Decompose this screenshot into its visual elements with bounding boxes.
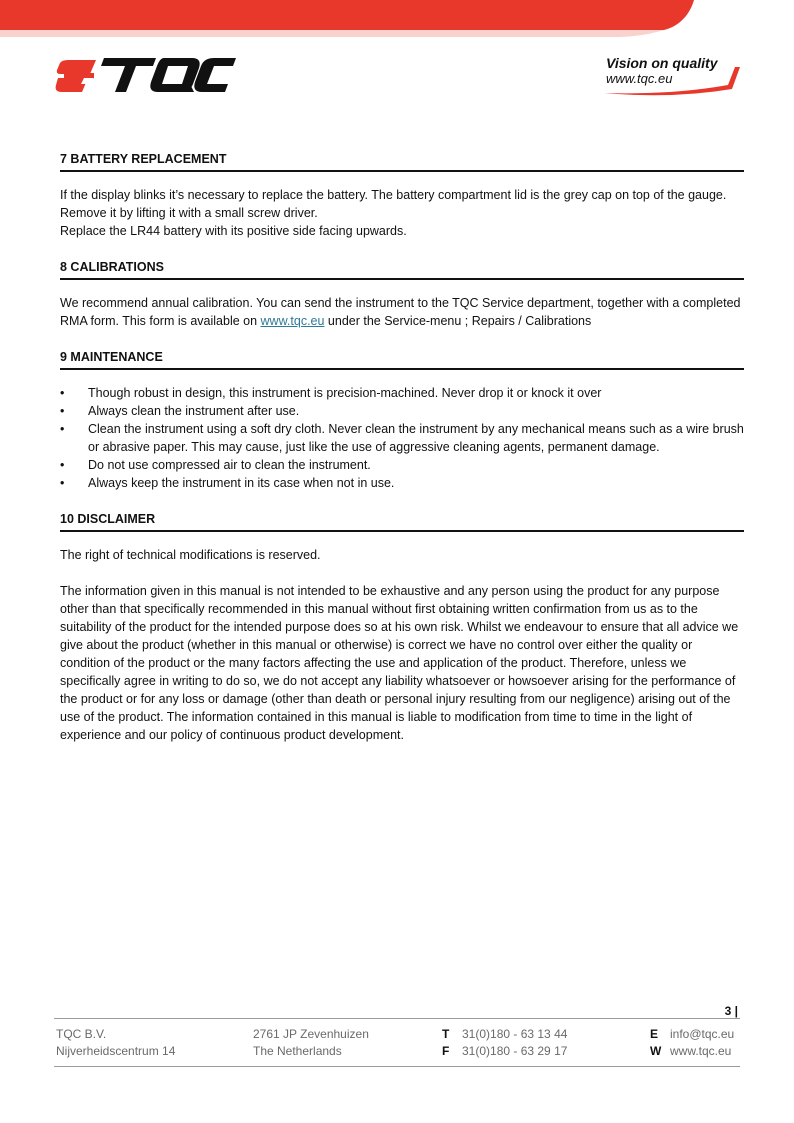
footer-phone-label: T [442,1027,450,1041]
paragraph: Replace the LR44 battery with its positive side facing upwards. [60,224,407,238]
section-calibrations [60,258,744,330]
tqc-logo [54,54,236,96]
section-heading: 7 BATTERY REPLACEMENT [60,150,744,172]
footer-contact-block [650,1026,734,1060]
footer-postcode-city: 2761 JP Zevenhuizen [253,1027,369,1041]
paragraph: The right of technical modifications is reserved. [60,548,321,562]
section-disclaimer [60,510,744,744]
page-number: 3 | [724,1004,738,1018]
tqc-website-link[interactable]: www.tqc.eu [260,314,325,328]
section-heading: 10 DISCLAIMER [60,510,744,532]
slogan-website: www.tqc.eu [606,71,673,86]
footer-divider [54,1018,740,1019]
footer-email[interactable]: info@tqc.eu [670,1027,735,1041]
footer-fax: 31(0)180 - 63 29 17 [462,1044,568,1058]
footer [54,1026,740,1062]
footer-company: TQC B.V. [56,1027,107,1041]
slogan-title: Vision on quality [606,55,718,71]
section-heading: 8 CALIBRATIONS [60,258,744,280]
footer-address-block [253,1026,369,1060]
footer-company-block [56,1026,175,1060]
paragraph-text: We recommend annual calibration. You can send the instrument to the TQC Service department, together with a completed RMA form. This form is available on [60,296,741,328]
section-battery-replacement [60,150,744,240]
footer-fax-label: F [442,1044,450,1058]
footer-web-label: W [650,1044,662,1058]
section-maintenance [60,348,744,492]
footer-country: The Netherlands [253,1044,342,1058]
paragraph: If the display blinks it’s necessary to replace the battery. The battery compartment lid is the grey cap on top of the gauge. Remove it by lifting it with a small screw driver. [60,188,727,220]
list-item: • Always keep the instrument in its case when not in use. [60,474,744,492]
tqc-logo-mark-icon [54,54,236,96]
footer-web[interactable]: www.tqc.eu [670,1044,732,1058]
paragraph: The information given in this manual is not intended to be exhaustive and any person using the product for any purpose other than that specifically recommended in this manual without first obtaining written confirmation from us as to the suitability of the product for the intended purpose does so at his own risk. Whilst we endeavour to ensure that all advice we give about the product (whether in this manual or otherwise) is correct we have no control over either the quality or condition of the product or the many factors affecting the use and application of the product. Therefore, unless we specifically agree in writing to do so, we do not accept any liability whatsoever or howsoever arising for the performance of the product or for any loss or damage (other than death or personal injury resulting from our negligence) arising out of the use of the product. The information contained in this manual is liable to modification from time to time in the light of experience and our policy of continuous product development. [60,584,739,742]
list-item: • Do not use compressed air to clean the instrument. [60,456,744,474]
header-red-band [0,0,794,38]
footer-phone: 31(0)180 - 63 13 44 [462,1027,568,1041]
paragraph-text: under the Service-menu ; Repairs / Calibrations [324,314,592,328]
list-item: • Clean the instrument using a soft dry cloth. Never clean the instrument by any mechanical means such as a wire brush or abrasive paper. This may cause, just like the use of aggressive cleaning agents, permanent damage. [60,420,744,456]
header-slogan [602,55,742,97]
footer-email-label: E [650,1027,659,1041]
document-body [60,150,744,762]
footer-street: Nijverheidscentrum 14 [56,1044,176,1058]
maintenance-list [60,384,744,492]
footer-divider [54,1066,740,1067]
list-item: • Though robust in design, this instrument is precision-machined. Never drop it or knock it over [60,384,744,402]
paragraph [60,294,744,330]
section-heading: 9 MAINTENANCE [60,348,744,370]
list-item: • Always clean the instrument after use. [60,402,744,420]
footer-phone-block [442,1026,567,1060]
